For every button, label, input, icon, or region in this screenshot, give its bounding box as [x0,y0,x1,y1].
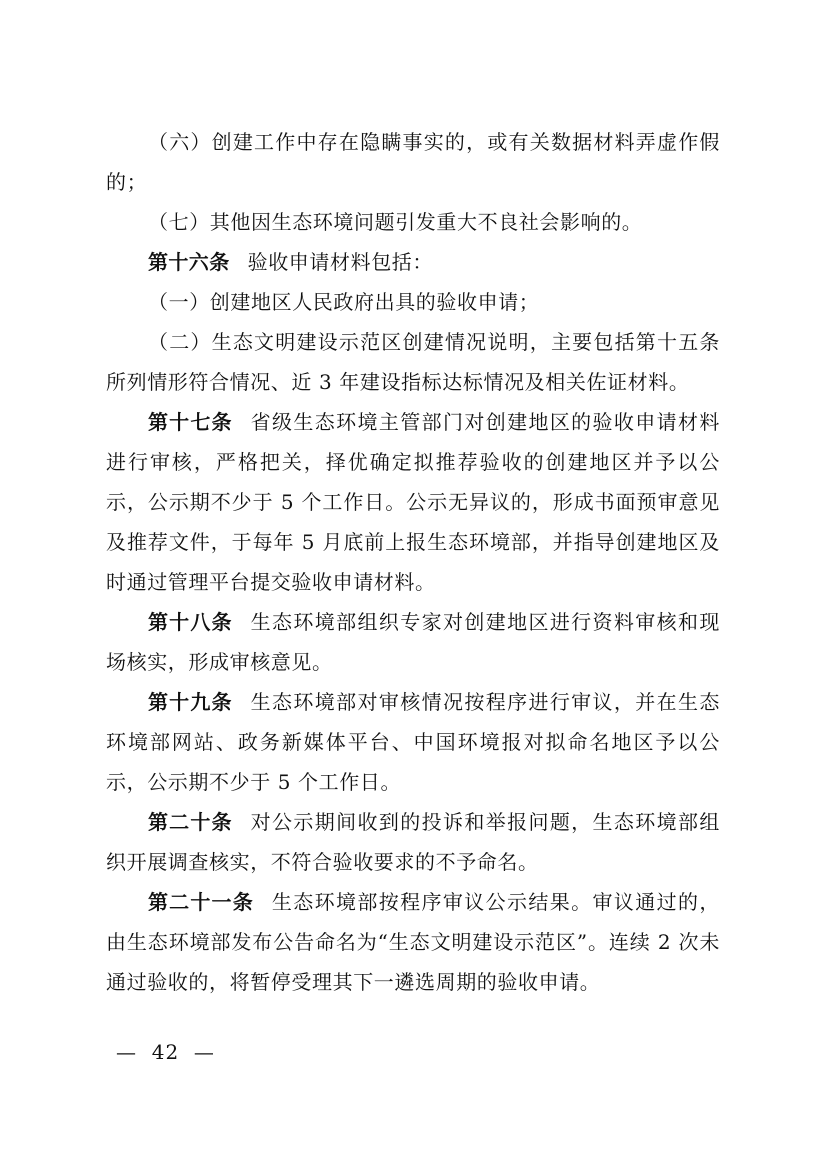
article-text: 省级生态环境主管部门对创建地区的验收申请材料进行审核，严格把关，择优确定拟推荐验收的创建地区并予以公示，公示期不少于 5 个工作日。公示无异议的，形成书面预审意见及推荐文件，于每年 5 月底前上报生态环境部，并指导创建地区及时通过管理平台提交验收申请材料。 [106,410,720,594]
article-18 [106,602,720,682]
paragraph-clause-six [106,122,720,202]
paragraph-text: （一）创建地区人民政府出具的验收申请； [148,290,540,314]
article-16 [106,242,720,282]
paragraph-clause-seven [106,202,720,242]
paragraph-item-one [106,282,720,322]
article-text: 生态环境部按程序审议公示结果。审议通过的，由生态环境部发布公告命名为“生态文明建设示范区”。连续 2 次未通过验收的，将暂停受理其下一遴选周期的验收申请。 [106,890,721,994]
paragraph-text: （七）其他因生态环境问题引发重大不良社会影响的。 [148,210,643,234]
article-text: 生态环境部对审核情况按程序进行审议，并在生态环境部网站、政务新媒体平台、中国环境报对拟命名地区予以公示，公示期不少于 5 个工作日。 [106,690,720,794]
paragraph-text: （二）生态文明建设示范区创建情况说明，主要包括第十五条所列情形符合情况、近 3 年建设指标达标情况及相关佐证材料。 [106,330,720,394]
paragraph-text: （六）创建工作中存在隐瞒事实的，或有关数据材料弄虚作假的； [106,130,720,194]
article-heading: 第十七条 [148,410,233,434]
article-text: 对公示期间收到的投诉和举报问题，生态环境部组织开展调查核实，不符合验收要求的不予命名。 [106,810,720,874]
article-text: 生态环境部组织专家对创建地区进行资料审核和现场核实，形成审核意见。 [106,610,720,674]
paragraph-item-two [106,322,720,402]
article-20 [106,802,720,882]
article-heading: 第二十一条 [148,890,254,914]
document-body [106,122,720,1002]
article-17 [106,402,720,602]
article-heading: 第十六条 [148,250,230,274]
article-heading: 第十九条 [148,690,233,714]
page-number: — 42 — [116,1040,215,1064]
article-21 [106,882,720,1002]
article-heading: 第十八条 [148,610,233,634]
article-text: 验收申请材料包括： [247,250,434,274]
article-heading: 第二十条 [148,810,233,834]
article-19 [106,682,720,802]
